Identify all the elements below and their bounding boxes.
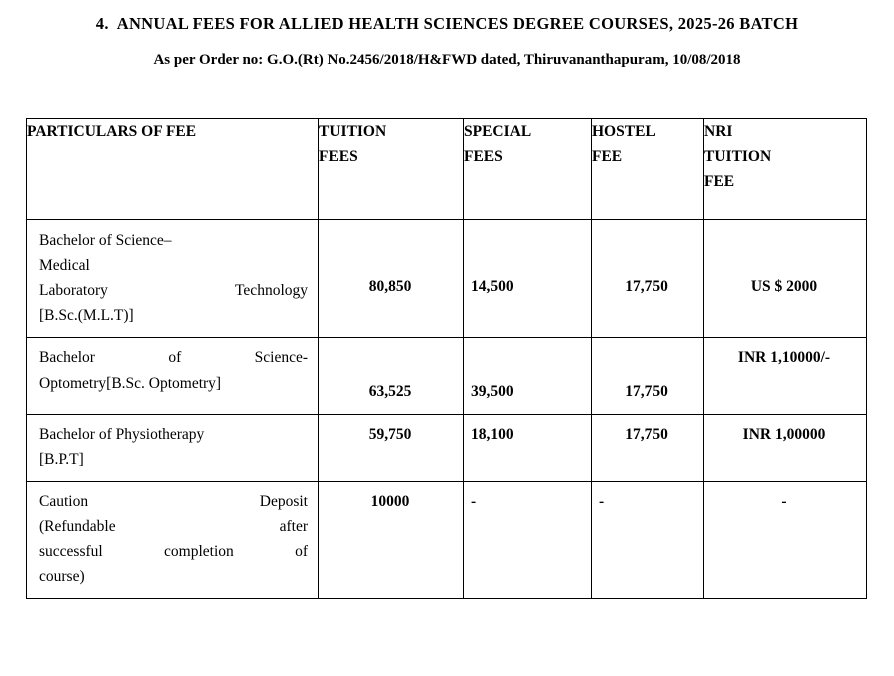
cell-special-mlt: 14,500 bbox=[464, 220, 592, 338]
column-header-hostel-fee: HOSTEL FEE bbox=[592, 119, 704, 220]
table-body bbox=[27, 220, 867, 599]
column-header-particulars: PARTICULARS OF FEE bbox=[27, 119, 319, 220]
cell-nri-mlt: US $ 2000 bbox=[704, 220, 867, 338]
page-title-text: ANNUAL FEES FOR ALLIED HEALTH SCIENCES DEGREE COURSES, 2025-26 BATCH bbox=[116, 14, 799, 33]
row-label-mlt: Bachelor of Science– Medical Laboratory Technology [B.Sc.(M.L.T)] bbox=[27, 220, 319, 338]
page-title bbox=[0, 14, 894, 34]
cell-hostel-caution-deposit: - bbox=[592, 481, 704, 598]
cell-nri-optometry: INR 1,10000/- bbox=[704, 338, 867, 414]
fees-table bbox=[26, 118, 867, 599]
cell-hostel-optometry: 17,750 bbox=[592, 338, 704, 414]
cell-special-optometry: 39,500 bbox=[464, 338, 592, 414]
cell-nri-caution-deposit: - bbox=[704, 481, 867, 598]
column-header-special-fees: SPECIAL FEES bbox=[464, 119, 592, 220]
table-row bbox=[27, 220, 867, 338]
cell-tuition-optometry: 63,525 bbox=[319, 338, 464, 414]
cell-special-physiotherapy: 18,100 bbox=[464, 414, 592, 481]
table-row bbox=[27, 414, 867, 481]
cell-hostel-physiotherapy: 17,750 bbox=[592, 414, 704, 481]
cell-tuition-physiotherapy: 59,750 bbox=[319, 414, 464, 481]
page-subtitle: As per Order no: G.O.(Rt) No.2456/2018/H&FWD dated, Thiruvananthapuram, 10/08/2018 bbox=[153, 52, 741, 68]
cell-nri-physiotherapy: INR 1,00000 bbox=[704, 414, 867, 481]
page-title-number: 4. bbox=[95, 14, 109, 33]
cell-tuition-caution-deposit: 10000 bbox=[319, 481, 464, 598]
row-label-caution-deposit: Caution Deposit (Refundable after successful completion of course) bbox=[27, 481, 319, 598]
table-header-row bbox=[27, 119, 867, 220]
cell-special-caution-deposit: - bbox=[464, 481, 592, 598]
row-label-physiotherapy: Bachelor of Physiotherapy [B.P.T] bbox=[27, 414, 319, 481]
cell-hostel-mlt: 17,750 bbox=[592, 220, 704, 338]
table-row bbox=[27, 338, 867, 414]
row-label-optometry: Bachelor of Science- Optometry[B.Sc. Optometry] bbox=[27, 338, 319, 414]
column-header-tuition-fees: TUITION FEES bbox=[319, 119, 464, 220]
column-header-nri-tuition-fee: NRI TUITION FEE bbox=[704, 119, 867, 220]
table-header bbox=[27, 119, 867, 220]
table-row bbox=[27, 481, 867, 598]
cell-tuition-mlt: 80,850 bbox=[319, 220, 464, 338]
